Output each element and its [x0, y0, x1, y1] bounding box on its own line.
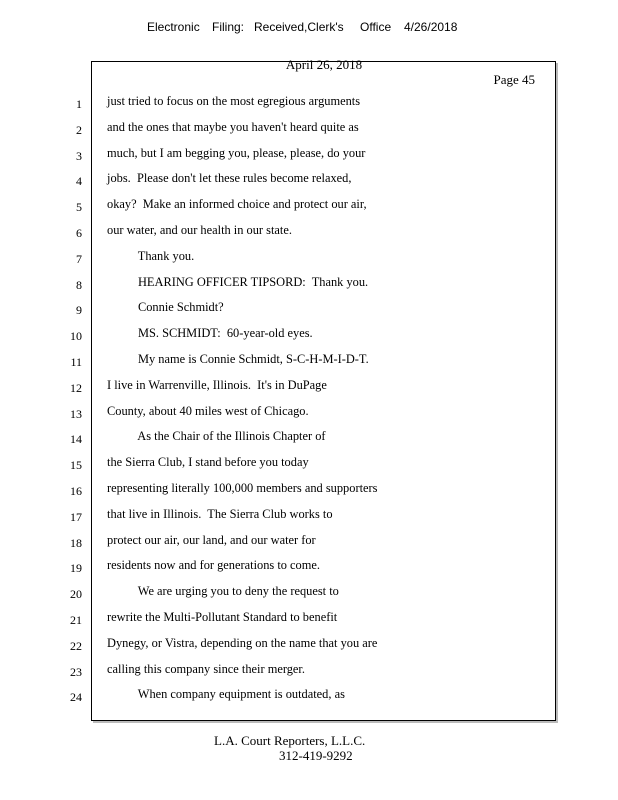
transcript-line: that live in Illinois. The Sierra Club works to	[107, 506, 333, 521]
transcript-line: the Sierra Club, I stand before you today	[107, 455, 309, 470]
line-number: 4	[76, 174, 82, 189]
stamp-word-electronic: Electronic	[147, 20, 200, 34]
line-number: 21	[70, 612, 82, 627]
line-number: 15	[70, 458, 82, 473]
transcript-line: HEARING OFFICER TIPSORD: Thank you.	[107, 274, 369, 289]
line-number: 2	[76, 122, 82, 137]
transcript-line: jobs. Please don't let these rules become relaxed,	[107, 171, 352, 186]
transcript-line: rewrite the Multi-Pollutant Standard to benefit	[107, 609, 338, 624]
transcript-line: just tried to focus on the most egregious arguments	[107, 94, 361, 108]
stamp-word-received: Received,Clerk's	[254, 20, 344, 34]
transcript-line: much, but I am begging you, please, please, do your	[107, 145, 366, 160]
transcript-line: County, about 40 miles west of Chicago.	[107, 403, 309, 418]
stamp-word-office: Office	[360, 20, 392, 34]
line-number: 13	[70, 406, 82, 421]
transcript-line: residents now and for generations to come.	[107, 558, 320, 573]
transcript-line: calling this company since their merger.	[107, 661, 305, 676]
page-number: Page 45	[493, 72, 535, 87]
transcript-line: My name is Connie Schmidt, S-C-H-M-I-D-T.	[107, 351, 369, 366]
transcript-line: I live in Warrenville, Illinois. It's in DuPage	[107, 377, 327, 392]
transcript-line: protect our air, our land, and our water for	[107, 532, 316, 547]
transcript-line: MS. SCHMIDT: 60-year-old eyes.	[107, 326, 313, 341]
line-number: 1	[76, 97, 82, 111]
line-number: 17	[70, 509, 82, 524]
transcript-line: okay? Make an informed choice and protect our air,	[107, 197, 367, 212]
stamp-received-date: April 26, 2018	[285, 57, 363, 72]
transcript-line: Dynegy, or Vistra, depending on the name that you are	[107, 635, 378, 650]
transcript-line: When company equipment is outdated, as	[107, 687, 345, 702]
line-number: 16	[70, 483, 82, 498]
transcript-line: Connie Schmidt?	[107, 300, 224, 315]
transcript-line: our water, and our health in our state.	[107, 222, 292, 237]
line-number: 14	[70, 432, 82, 447]
line-number: 6	[76, 225, 82, 240]
line-number: 24	[70, 690, 82, 705]
transcript-line: representing literally 100,000 members and supporters	[107, 480, 378, 495]
line-number: 18	[70, 535, 82, 550]
stamp-word-filing: Filing:	[212, 20, 245, 34]
line-number: 9	[76, 303, 82, 318]
line-number: 23	[70, 664, 82, 679]
transcript-line: We are urging you to deny the request to	[107, 584, 339, 599]
transcript-line: As the Chair of the Illinois Chapter of	[107, 429, 326, 444]
line-number: 22	[70, 638, 82, 653]
line-number-column	[58, 92, 82, 711]
line-number: 7	[76, 251, 82, 266]
line-number: 20	[70, 587, 82, 602]
line-number: 10	[70, 329, 82, 344]
line-number: 12	[70, 380, 82, 395]
court-reporter-phone: 312-419-9292	[279, 748, 353, 763]
line-number: 5	[76, 200, 82, 215]
line-number: 8	[76, 277, 82, 292]
stamp-filing-date: 4/26/2018	[404, 20, 458, 34]
line-number: 3	[76, 148, 82, 163]
court-reporter-name: L.A. Court Reporters, L.L.C.	[214, 733, 366, 748]
transcript-line: and the ones that maybe you haven't heard quite as	[107, 119, 359, 134]
line-number: 11	[70, 354, 82, 369]
transcript-text	[107, 89, 547, 708]
line-number: 19	[70, 561, 82, 576]
transcript-line: Thank you.	[107, 248, 195, 263]
